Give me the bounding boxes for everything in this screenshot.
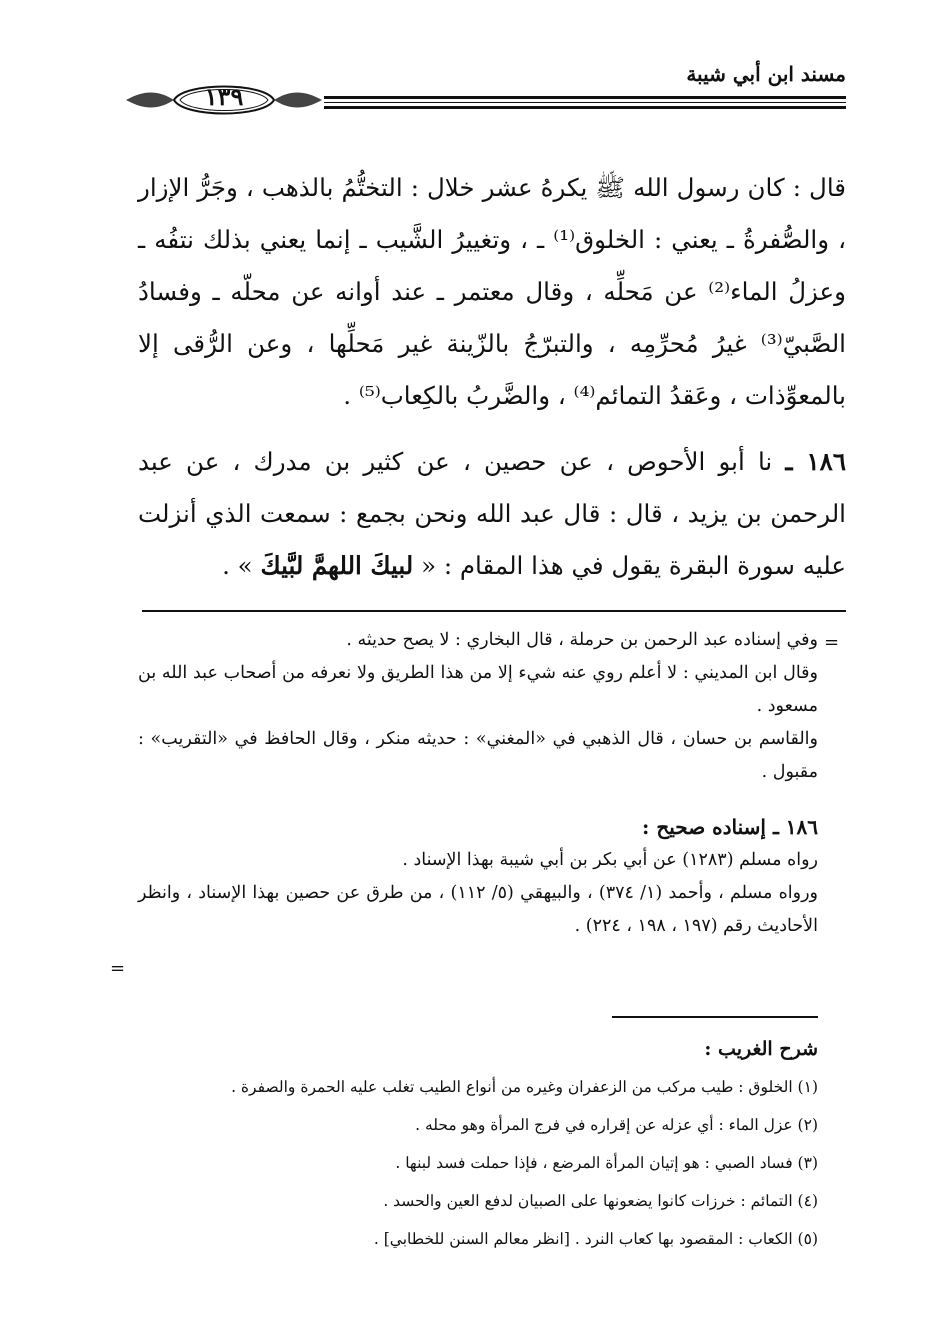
page-header (124, 62, 846, 122)
page-number: ١٣٩ (204, 82, 244, 111)
footnotes (138, 624, 818, 943)
note-line: وقال ابن المديني : لا أعلم روي عنه شيء إلا من هذا الطريق ولا نعرفه من أصحاب عبد الله بن مسعود . (138, 663, 818, 716)
continued-mark: = (110, 958, 126, 979)
hadith-text: قال : كان رسول الله ﷺ يكرهُ عشر خلال : التختُّمُ بالذهب ، وجَرُّ الإزار ، والصُّفرةُ ـ يعني : الخلوق⁽¹⁾ ـ ، وتغييرُ الشَّيب ـ إنما يعني بذلك نتفُه ـ وعزلُ الماء⁽²⁾ عن مَحلِّه ، وقال معتمر ـ عند أوانه عن محلّه ـ وفسادُ الصَّبيّ⁽³⁾ غيرُ مُحرِّمِه ، والتبرّجُ بالزّينة غير مَحلِّها ، وعن الرُّقى إلا بالمعوِّذات ، وعَقدُ التمائم⁽⁴⁾ ، والضَّربُ بالكِعاب⁽⁵⁾ . (138, 173, 847, 410)
hadith-text-end: » . (222, 551, 261, 580)
note-line: وفي إسناده عبد الرحمن بن حرملة ، قال البخاري : لا يصح حديثه . (346, 630, 818, 650)
hadith-186 (138, 436, 846, 592)
quoted-talbiyah: لبيكَ اللهمَّ لبَّيكَ (260, 551, 414, 580)
header-rules (324, 96, 846, 112)
takhrij-heading: ١٨٦ ـ إسناده صحيح : (642, 815, 818, 839)
running-title: مسند ابن أبي شيبة (686, 62, 846, 86)
glossary-item: (١) الخلوق : طيب مركب من الزعفران وغيره من أنواع الطيب تغلب عليه الحمرة والصفرة . (231, 1078, 818, 1096)
glossary-heading: شرح الغريب : (704, 1038, 818, 1060)
footnote-separator (142, 610, 846, 612)
glossary-item: (٢) عزل الماء : أي عزله عن إقراره في فرج المرأة وهو محله . (415, 1116, 818, 1134)
header-rule (324, 102, 846, 103)
glossary-item: (٤) التمائم : خرزات كانوا يضعونها على الصبيان لدفع العين والحسد . (383, 1192, 818, 1210)
header-rule (324, 106, 846, 109)
main-text (138, 162, 846, 592)
glossary (200, 1030, 818, 1258)
note-line: ورواه مسلم ، وأحمد (١/ ٣٧٤) ، والبيهقي (٥/ ١١٢) ، من طرق عن حصين بهذا الإسناد ، وانظر الأحاديث رقم (١٩٧ ، ١٩٨ ، ٢٢٤) . (138, 883, 818, 936)
gharib-separator (612, 1016, 818, 1018)
glossary-item: (٣) فساد الصبي : هو إتيان المرأة المرضع ، فإذا حملت فسد لبنها . (395, 1154, 818, 1172)
note-line: والقاسم بن حسان ، قال الذهبي في «المغني» : حديثه منكر ، وقال الحافظ في «التقريب» : مقبول . (138, 729, 818, 782)
note-line: رواه مسلم (١٢٨٣) عن أبي بكر بن أبي شيبة بهذا الإسناد . (402, 850, 818, 870)
glossary-list (200, 1068, 818, 1258)
glossary-item: (٥) الكعاب : المقصود بها كعاب النرد . [انظر معالم السنن للخطابي] . (373, 1230, 818, 1248)
continued-mark: = (824, 632, 840, 653)
hadith-number: ١٨٦ ـ (785, 447, 846, 476)
header-rule (324, 96, 846, 99)
hadith-text: نا أبو الأحوص ، عن حصين ، عن كثير بن مدرك ، عن عبد الرحمن بن يزيد ، قال : قال عبد الله ونحن بجمع : سمعت الذي أنزلت عليه سورة البقرة يقول في هذا المقام : « (138, 447, 846, 580)
